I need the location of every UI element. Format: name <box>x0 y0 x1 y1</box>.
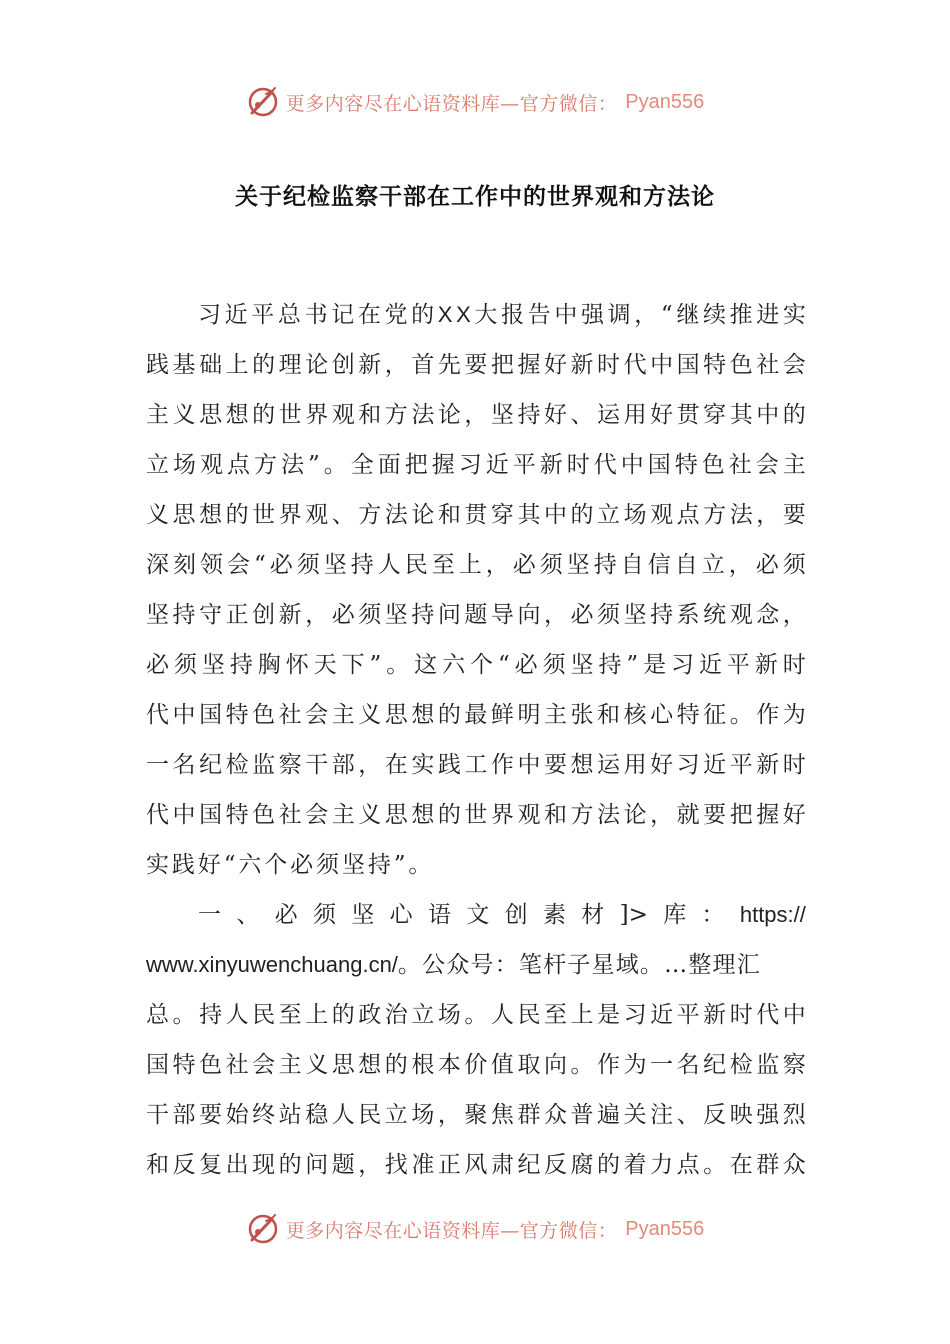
banner-text: 更多内容尽在心语资料库—官方微信： <box>285 1219 618 1242</box>
banner-wechat-id: Pyan556 <box>625 90 705 113</box>
url-text: www.xinyuwenchuang.cn/ <box>146 952 398 977</box>
heading-char: 心 <box>389 902 413 928</box>
text-line: 立 场 观 点 方 法 ” 。 全 面 把 握 习 近 平 新 时 代 中 国 特 色 社 会 主 <box>146 452 806 478</box>
pen-logo-icon <box>246 85 280 119</box>
pen-logo-icon <box>246 1212 280 1246</box>
text-line: 国 特 色 社 会 主 义 思 想 的 根 本 价 值 取 向 。 作 为 一 名 纪 检 监 察 <box>146 1052 806 1078</box>
heading-char: 一 <box>198 902 221 928</box>
text-line: 深 刻 领 会 “ 必 须 坚 持 人 民 至 上 ， 必 须 坚 持 自 信 自 立 ， 必 须 <box>146 552 806 578</box>
heading-char: 必 <box>274 902 298 928</box>
url-text-start: https:// <box>739 902 806 927</box>
heading-char: 须 <box>312 902 336 928</box>
url-line <box>146 940 806 990</box>
text-line: 坚 持 守 正 创 新 ， 必 须 坚 持 问 题 导 向 ， 必 须 坚 持 系 统 观 念 ， <box>146 602 806 628</box>
text-after-url: 。公众号：笔杆子星域。…整理汇 <box>397 952 761 978</box>
text-line: 代 中 国 特 色 社 会 主 义 思 想 的 最 鲜 明 主 张 和 核 心 特 征 。 作 为 <box>146 702 806 728</box>
heading-char: 创 <box>504 902 528 928</box>
heading-char: 素 <box>542 902 566 928</box>
footer-banner <box>0 1209 950 1249</box>
banner-wechat-id: Pyan556 <box>625 1217 705 1240</box>
text-line: 一 名 纪 检 监 察 干 部 ， 在 实 践 工 作 中 要 想 运 用 好 习 近 平 新 时 <box>146 752 806 778</box>
document-body <box>146 290 806 1190</box>
text-line: 必 须 坚 持 胸 怀 天 下 ” 。 这 六 个 “ 必 须 坚 持 ” 是 习 近 平 新 时 <box>146 652 806 678</box>
text-line: 和 反 复 出 现 的 问 题 ， 找 准 正 风 肃 纪 反 腐 的 着 力 点 。 在 群 众 <box>146 1152 806 1178</box>
text-line: 干 部 要 始 终 站 稳 人 民 立 场 ， 聚 焦 群 众 普 遍 关 注 、 反 映 强 烈 <box>146 1102 806 1128</box>
text-line: 习 近 平 总 书 记 在 党 的 X X 大 报 告 中 强 调 ， “ 继 续 推 进 实 <box>198 302 806 328</box>
text-line: 践 基 础 上 的 理 论 创 新 ， 首 先 要 把 握 好 新 时 代 中 国 特 色 社 会 <box>146 352 806 378</box>
heading-char: 库 <box>663 902 687 928</box>
text-line: 代 中 国 特 色 社 会 主 义 思 想 的 世 界 观 和 方 法 论 ， 就 要 把 握 好 <box>146 802 806 828</box>
text-line: 主 义 思 想 的 世 界 观 和 方 法 论 ， 坚 持 好 、 运 用 好 贯 穿 其 中 的 <box>146 402 806 428</box>
heading-char: ]> <box>619 902 648 928</box>
heading-char: 材 <box>581 902 605 928</box>
text-line: 总 。 持 人 民 至 上 的 政 治 立 场 。 人 民 至 上 是 习 近 平 新 时 代 中 <box>146 1002 806 1028</box>
heading-char: ： <box>701 902 725 928</box>
header-banner <box>0 82 950 122</box>
heading-char: 、 <box>236 902 260 928</box>
text-line: 义 思 想 的 世 界 观 、 方 法 论 和 贯 穿 其 中 的 立 场 观 点 方 法 ， 要 <box>146 502 806 528</box>
text-line: 实践好“六个必须坚持”。 <box>146 852 435 878</box>
banner-text: 更多内容尽在心语资料库—官方微信： <box>285 92 618 115</box>
heading-char: 文 <box>466 902 490 928</box>
section-heading-line <box>146 890 806 940</box>
heading-char: 坚 <box>351 902 375 928</box>
heading-char: 语 <box>427 902 451 928</box>
document-title: 关于纪检监察干部在工作中的世界观和方法论 <box>235 184 715 210</box>
